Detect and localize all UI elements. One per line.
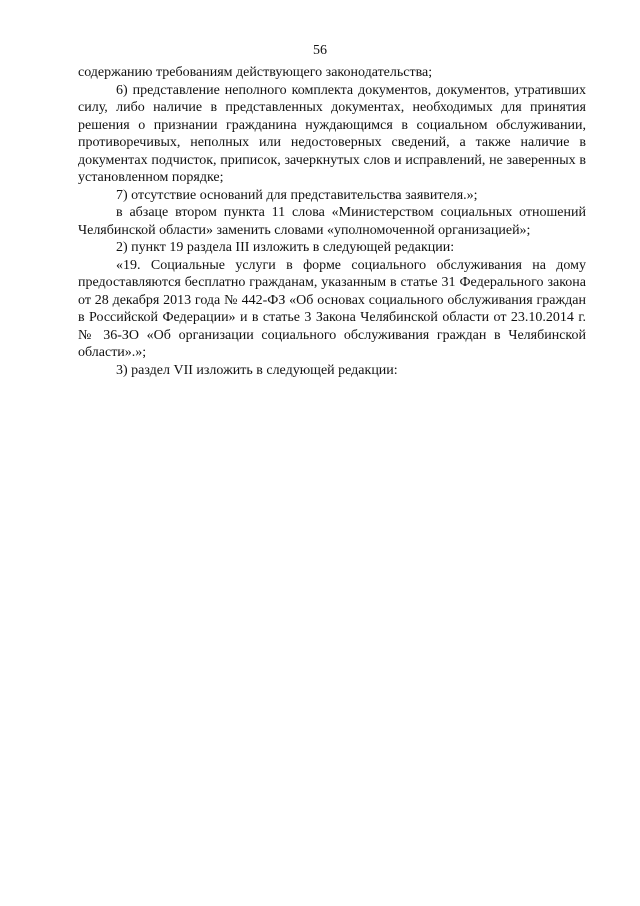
paragraph-continuation: содержанию требованиям действующего законодательства; (78, 65, 433, 80)
paragraph-item-7: 7) отсутствие оснований для представительства заявителя.»; (116, 187, 478, 203)
paragraph-item-3: 3) раздел VII изложить в следующей редакции: (116, 362, 398, 378)
document-body (78, 64, 586, 379)
scan-artifact (95, 4, 325, 16)
paragraph-point-19: «19. Социальные услуги в форме социального обслуживания на дому предоставляются бесплатно гражданам, указанным в статье 31 Федерального закона от 28 декабря 2013 года № 442-ФЗ «Об основах социального обслуживания граждан в Российской Федерации» и в статье 3 Закона Челябинской области от 23.10.2014 г. № 36-ЗО «Об организации социального обслуживания граждан в Челябинской области».»; (78, 257, 586, 360)
page-number: 56 (313, 43, 327, 58)
paragraph-item-6: 6) представление неполного комплекта документов, документов, утративших силу, либо наличие в представленных документах, необходимых для принятия решения о признании гражданина нуждающимся в социальном обслуживании, противоречивых, неполных или недостоверных сведений, а также наличие в документах подчисток, приписок, зачеркнутых слов и исправлений, не заверенных в установленном порядке; (78, 82, 586, 185)
paragraph-amendment-point-11: в абзаце втором пункта 11 слова «Министерством социальных отношений Челябинской области» заменить словами «уполномоченной организацией»; (78, 205, 586, 238)
paragraph-item-2: 2) пункт 19 раздела III изложить в следующей редакции: (116, 240, 455, 255)
